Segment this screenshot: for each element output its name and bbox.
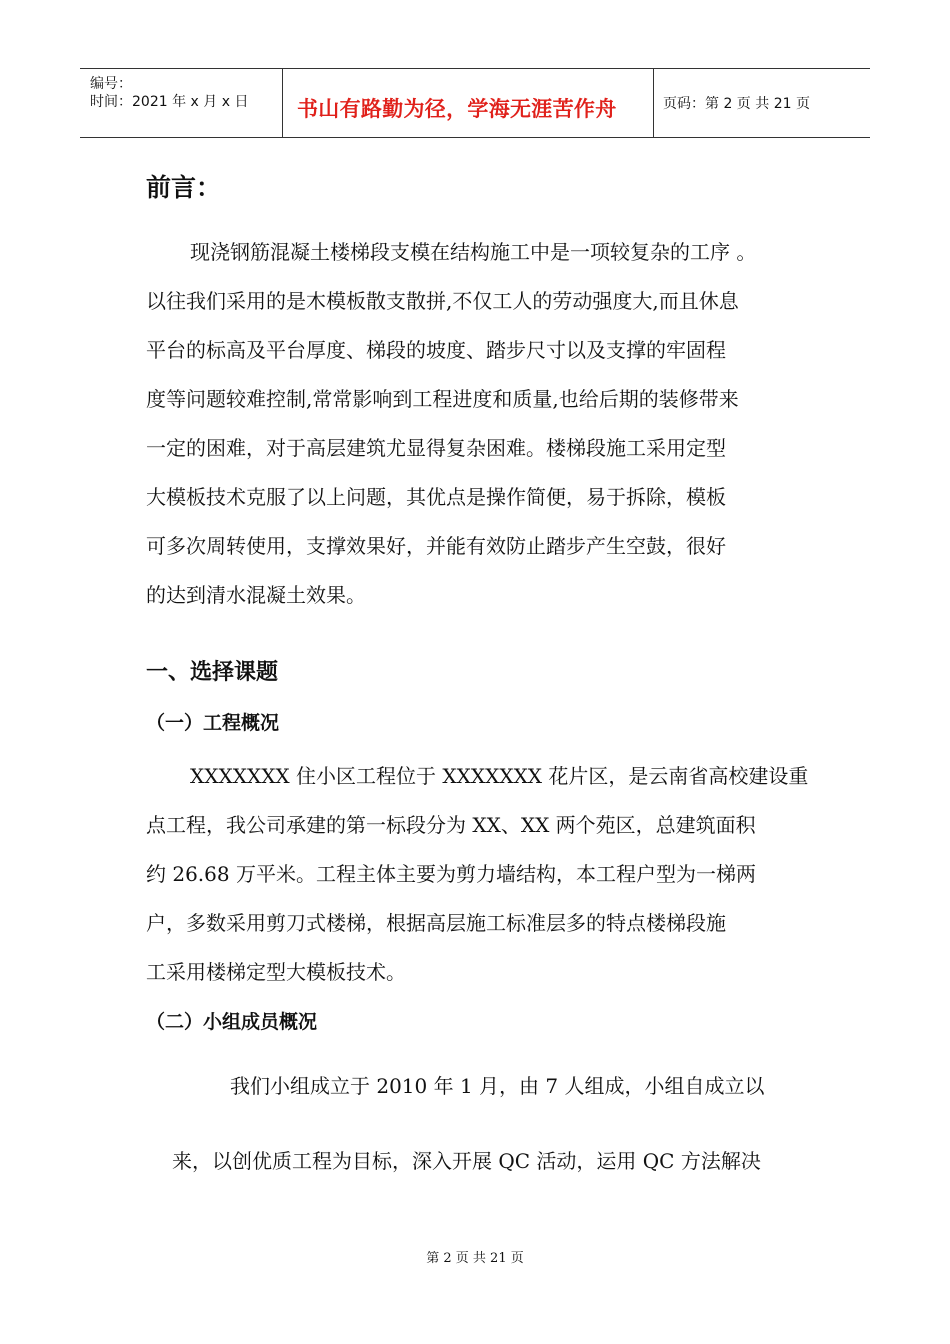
overview-line: 工采用楼梯定型大模板技术。 (146, 960, 406, 984)
preface-line: 可多次周转使用，支撑效果好，并能有效防止踏步产生空鼓，很好 (146, 534, 726, 558)
page-footer: 第 2 页 共 21 页 (426, 1251, 524, 1266)
team-line: 来，以创优质工程为目标，深入开展 QC 活动，运用 QC 方法解决 (172, 1149, 761, 1173)
section-heading: 一、选择课题 (146, 660, 279, 685)
document-number-label: 编号： (90, 76, 132, 92)
header-motto-cell (282, 69, 654, 137)
header-page-cell (653, 69, 870, 137)
header-meta-cell (80, 69, 282, 137)
subsection-heading: （一）工程概况 (146, 712, 280, 734)
preface-line: 现浇钢筋混凝土楼梯段支模在结构施工中是一项较复杂的工序 。 (190, 240, 757, 264)
preface-line: 一定的困难，对于高层建筑尤显得复杂困难。楼梯段施工采用定型 (146, 436, 726, 460)
overview-line: 户，多数采用剪刀式楼梯，根据高层施工标准层多的特点楼梯段施 (146, 911, 726, 935)
overview-line: 点工程，我公司承建的第一标段分为 XX、XX 两个苑区，总建筑面积 (146, 813, 756, 837)
subsection-heading: （二）小组成员概况 (146, 1011, 318, 1033)
preface-line: 平台的标高及平台厚度、梯段的坡度、踏步尺寸以及支撑的牢固程 (146, 338, 726, 362)
header-motto: 书山有路勤为径，学海无涯苦作舟 (297, 97, 617, 121)
preface-title: 前言： (146, 173, 222, 202)
preface-line: 的达到清水混凝土效果。 (146, 583, 366, 607)
page-header (80, 68, 870, 138)
preface-line: 度等问题较难控制,常常影响到工程进度和质量,也给后期的装修带来 (146, 387, 739, 411)
header-page-label: 页码：第 2 页 共 21 页 (663, 96, 810, 112)
document-date-label: 时间：2021 年 x 月 x 日 (90, 94, 249, 110)
overview-line: XXXXXXX 住小区工程位于 XXXXXXX 花片区，是云南省高校建设重 (190, 764, 809, 788)
preface-line: 大模板技术克服了以上问题，其优点是操作简便，易于拆除，模板 (146, 485, 726, 509)
preface-line: 以往我们采用的是木模板散支散拼,不仅工人的劳动强度大,而且休息 (146, 289, 739, 313)
team-line: 我们小组成立于 2010 年 1 月，由 7 人组成，小组自成立以 (230, 1074, 765, 1098)
overview-line: 约 26.68 万平米。工程主体主要为剪力墙结构，本工程户型为一梯两 (146, 862, 756, 886)
